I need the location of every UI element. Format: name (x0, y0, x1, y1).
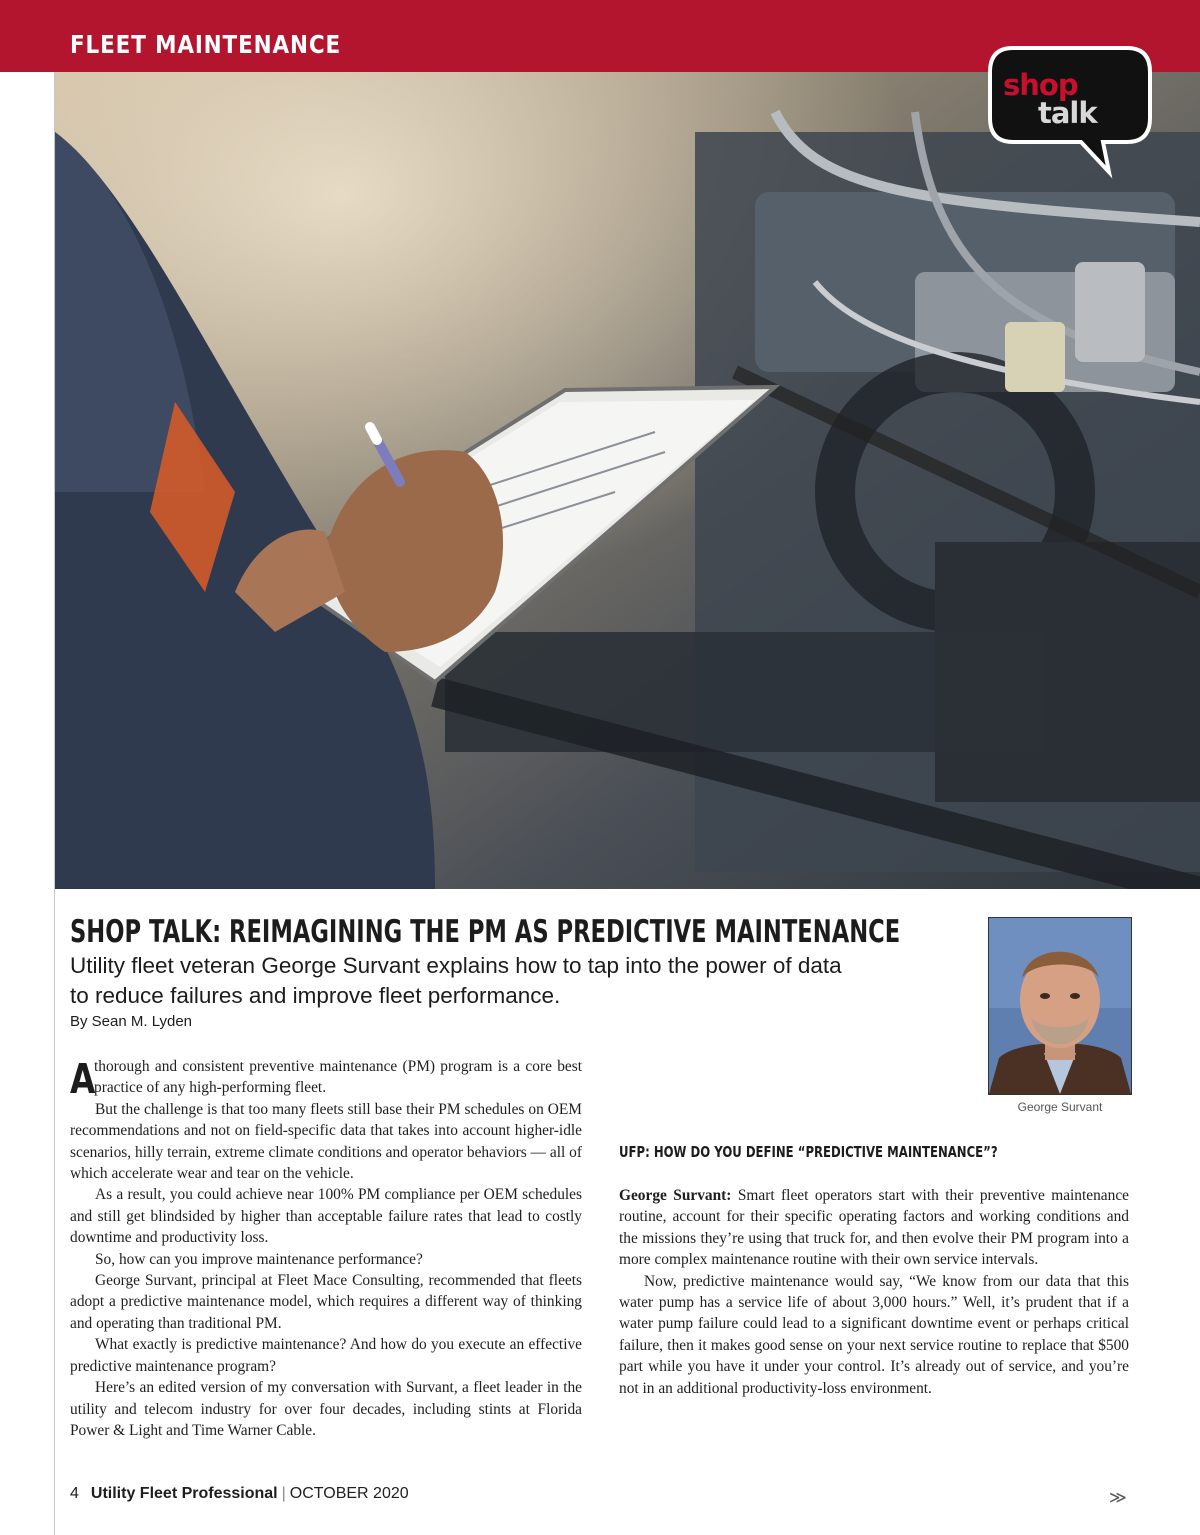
badge-text-shop: shop (1003, 68, 1078, 102)
section-label: FLEET MAINTENANCE (70, 30, 342, 59)
answer-paragraph-2: Now, predictive maintenance would say, “We know from our data that this water pump has a service life of about 3,000 hours.” Well, it’s prudent that if a water pump failure could lead to a significant downtime event or perhaps critical failure, then it makes good sense on your next service routine to replace that $500 part while you have it under your control. It’s already out of service, and you’re not in an additional productivity-loss environment. (619, 1272, 1129, 1397)
hero-photo (55, 72, 1200, 889)
page-footer (70, 1485, 409, 1503)
magazine-name: Utility Fleet Professional (90, 1485, 278, 1502)
paragraph-5: George Survant, principal at Fleet Mace Consulting, recommended that fleets adopt a predictive maintenance model, which requires a different way of thinking and operating than traditional PM. (70, 1272, 582, 1332)
paragraph-3: As a result, you could achieve near 100% PM compliance per OEM schedules and still get blindsided by higher than acceptable failure rates that lead to costly downtime and productivity loss. (70, 1186, 582, 1247)
answer-paragraph-1 (619, 1185, 1129, 1271)
headshot-photo (988, 917, 1132, 1095)
paragraph-7: Here’s an edited version of my conversation with Survant, a fleet leader in the utility and telecom industry for over four decades, including stints at Florida Power & Light and Time Warner Cable. (70, 1379, 582, 1439)
deck-line-2: to reduce failures and improve fleet performance. (70, 983, 561, 1008)
paragraph-2: But the challenge is that too many fleets still base their PM schedules on OEM recommendations and not on field-specific data that takes into account higher-idle scenarios, hilly terrain, extreme climate conditions and operator behaviors — all of which accelerate wear and tear on the vehicle. (70, 1100, 582, 1183)
badge-text-talk: talk (1038, 96, 1097, 130)
paragraph-1-text: thorough and consistent preventive maintenance (PM) program is a core best practice of any high-performing fleet. (94, 1058, 582, 1097)
issue-date: OCTOBER 2020 (289, 1485, 409, 1502)
hero-illustration (55, 72, 1200, 889)
continue-arrow-icon[interactable]: ≫ (1109, 1488, 1127, 1508)
article-column-left (70, 1056, 582, 1441)
footer-separator: | (281, 1485, 286, 1502)
drop-cap: A (70, 1055, 96, 1103)
photo-caption: George Survant (1017, 1100, 1103, 1114)
deck-line-1: Utility fleet veteran George Survant explains how to tap into the power of data (70, 953, 842, 978)
interview-question: UFP: HOW DO YOU DEFINE “PREDICTIVE MAINTENANCE”? (619, 1143, 998, 1161)
article-deck (70, 951, 870, 1011)
byline: By Sean M. Lyden (70, 1013, 193, 1030)
headshot-illustration (989, 918, 1131, 1094)
page-number: 4 (70, 1485, 79, 1502)
answer-speaker: George Survant: (619, 1187, 732, 1204)
article-column-right (619, 1185, 1129, 1399)
paragraph-1 (70, 1055, 582, 1103)
answer-text-1: Smart fleet operators start with their preventive maintenance routine, account for their specific operating factors and working conditions and the missions they’re using that truck for, and then evolve their PM program into a more complex maintenance routine with their own service intervals. (619, 1187, 1129, 1269)
article-headline: SHOP TALK: REIMAGINING THE PM AS PREDICTIVE MAINTENANCE (70, 914, 901, 950)
paragraph-6: What exactly is predictive maintenance? And how do you execute an effective predictive maintenance program? (70, 1336, 582, 1375)
paragraph-4: So, how can you improve maintenance performance? (95, 1250, 423, 1268)
